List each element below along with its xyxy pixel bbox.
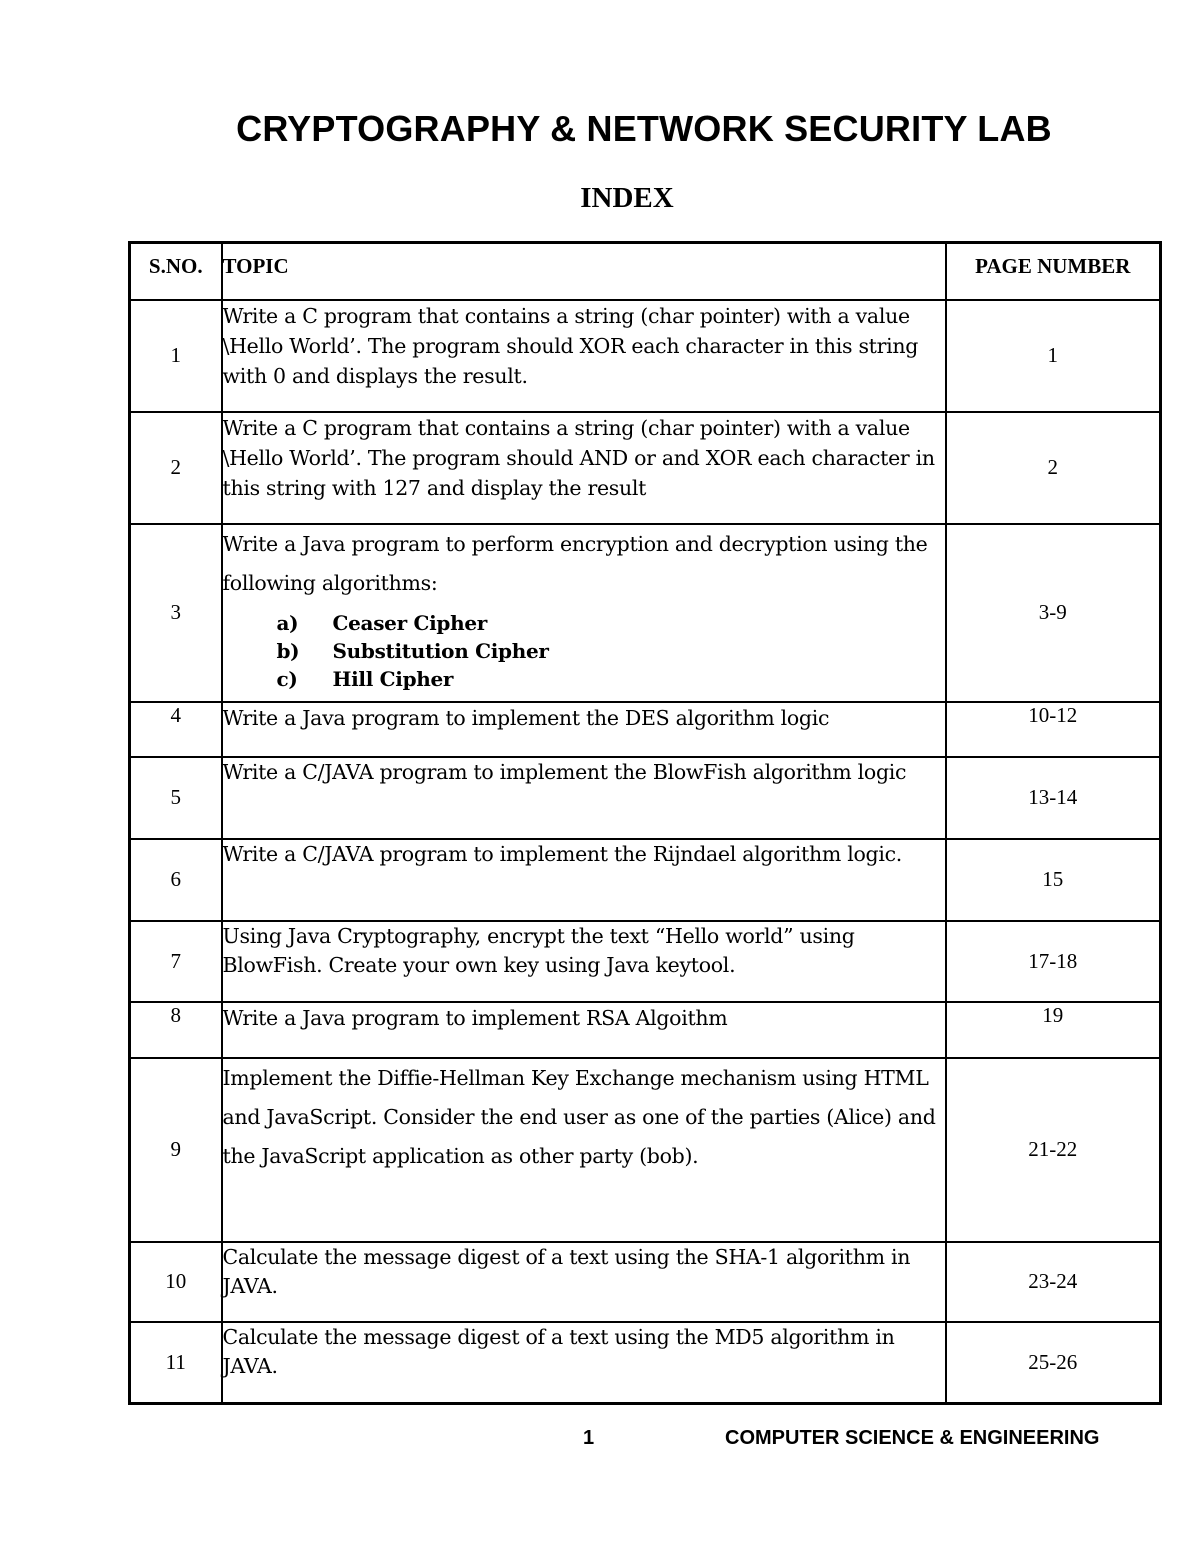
row-topic: Using Java Cryptography, encrypt the text “Hello world” using BlowFish. Create your own key using Java keytool. (222, 921, 946, 1002)
row-topic-text: Write a Java program to perform encryption and decryption using the following algorithms: (222, 531, 928, 595)
row-topic: Implement the Diffie-Hellman Key Exchange mechanism using HTML and JavaScript. Consider the end user as one of the parties (Alice) and the JavaScript application as other party (bob). (222, 1058, 946, 1242)
row-topic: Write a C/JAVA program to implement the BlowFish algorithm logic (222, 757, 946, 839)
list-marker: c) (276, 666, 298, 691)
row-page-number: 21-22 (946, 1058, 1161, 1242)
list-marker: a) (276, 610, 299, 635)
row-page-number: 2 (946, 412, 1161, 524)
list-item-text: Substitution Cipher (332, 638, 549, 663)
row-sno: 8 (130, 1002, 222, 1058)
index-heading: INDEX (580, 182, 674, 214)
row-page-number: 3-9 (946, 524, 1161, 702)
row-topic: Calculate the message digest of a text using the SHA-1 algorithm in JAVA. (222, 1242, 946, 1322)
list-item-text: Ceaser Cipher (332, 610, 487, 635)
table-header-row (130, 243, 1161, 300)
row-sno: 6 (130, 839, 222, 921)
row-sno: 3 (130, 524, 222, 702)
index-table (128, 241, 1162, 1405)
table-row (130, 757, 1161, 839)
list-item (223, 665, 945, 693)
row-page-number: 23-24 (946, 1242, 1161, 1322)
row-topic: Calculate the message digest of a text using the MD5 algorithm in JAVA. (222, 1322, 946, 1404)
list-marker: b) (276, 638, 300, 663)
header-sno: S.NO. (130, 243, 222, 300)
table-row (130, 524, 1161, 702)
list-item (223, 609, 945, 637)
row-topic: Write a Java program to implement RSA Algoithm (222, 1002, 946, 1058)
document-title: CRYPTOGRAPHY & NETWORK SECURITY LAB (236, 108, 1052, 149)
row-topic: Write a C program that contains a string (char pointer) with a value \Hello World’. The program should AND or and XOR each character in this string with 127 and display the result (222, 412, 946, 524)
row-topic (222, 524, 946, 702)
row-sno: 11 (130, 1322, 222, 1404)
row-sno: 2 (130, 412, 222, 524)
row-topic: Write a Java program to implement the DES algorithm logic (222, 702, 946, 757)
row-sno: 5 (130, 757, 222, 839)
row-page-number: 25-26 (946, 1322, 1161, 1404)
table-row (130, 1058, 1161, 1242)
row-page-number: 10-12 (946, 702, 1161, 757)
table-row (130, 300, 1161, 412)
table-row (130, 839, 1161, 921)
row-sno: 10 (130, 1242, 222, 1322)
row-topic: Write a C program that contains a string (char pointer) with a value \Hello World’. The program should XOR each character in this string with 0 and displays the result. (222, 300, 946, 412)
header-page-number: PAGE NUMBER (946, 243, 1161, 300)
footer-page-number: 1 (583, 1427, 595, 1449)
row-sno: 1 (130, 300, 222, 412)
table-row (130, 1322, 1161, 1404)
table-row (130, 921, 1161, 1002)
row-page-number: 17-18 (946, 921, 1161, 1002)
table-row (130, 1242, 1161, 1322)
row-page-number: 15 (946, 839, 1161, 921)
row-page-number: 1 (946, 300, 1161, 412)
row-sno: 4 (130, 702, 222, 757)
row-sno: 9 (130, 1058, 222, 1242)
table-row (130, 1002, 1161, 1058)
row-page-number: 13-14 (946, 757, 1161, 839)
table-row (130, 702, 1161, 757)
algorithm-list (223, 609, 945, 693)
row-sno: 7 (130, 921, 222, 1002)
footer-department: COMPUTER SCIENCE & ENGINEERING (725, 1427, 1100, 1449)
row-topic: Write a C/JAVA program to implement the Rijndael algorithm logic. (222, 839, 946, 921)
list-item (223, 637, 945, 665)
table-row (130, 412, 1161, 524)
list-item-text: Hill Cipher (332, 666, 454, 691)
header-topic: TOPIC (222, 243, 946, 300)
row-page-number: 19 (946, 1002, 1161, 1058)
